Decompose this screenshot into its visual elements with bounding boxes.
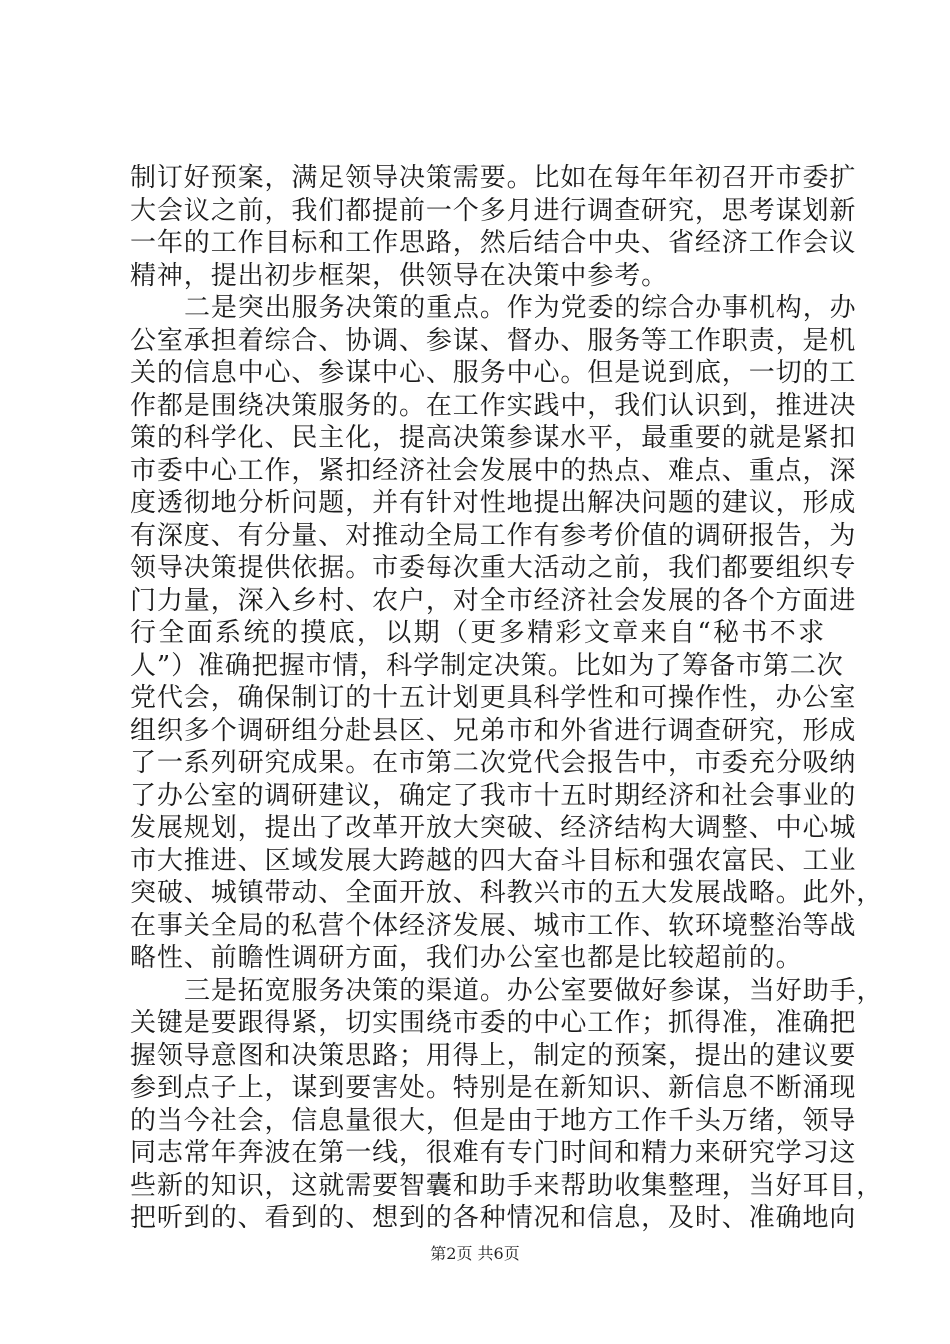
text-line: 行全面系统的摸底，以期（更多精彩文章来自“秘书不求 (130, 618, 825, 648)
text-line: 市大推进、区域发展大跨越的四大奋斗目标和强农富民、工业 (130, 845, 857, 876)
text-line: 关的信息中心、参谋中心、服务中心。但是说到底，一切的工 (130, 358, 857, 388)
text-line: 把听到的、看到的、想到的各种情况和信息，及时、准确地向 (130, 1203, 857, 1233)
text-line: 突破、城镇带动、全面开放、科教兴市的五大发展战略。此外， (130, 878, 884, 908)
text-line: 的当今社会，信息量很大，但是由于地方工作千头万绪，领导 (130, 1105, 857, 1136)
text-line: 同志常年奔波在第一线，很难有专门时间和精力来研究学习这 (130, 1138, 857, 1168)
text-line: 了办公室的调研建议，确定了我市十五时期经济和社会事业的 (130, 780, 857, 811)
text-line: 一年的工作目标和工作思路，然后结合中央、省经济工作会议 (130, 228, 857, 258)
text-line: 策的科学化、民主化，提高决策参谋水平，最重要的就是紧扣 (130, 423, 857, 453)
text-line: 了一系列研究成果。在市第二次党代会报告中，市委充分吸纳 (130, 748, 857, 778)
text-line: 参到点子上，谋到要害处。特别是在新知识、新信息不断涌现 (130, 1073, 857, 1103)
text-line: 领导决策提供依据。市委每次重大活动之前，我们都要组织专 (130, 553, 857, 583)
text-line: 门力量，深入乡村、农户，对全市经济社会发展的各个方面进 (130, 585, 857, 616)
text-line: 作都是围绕决策服务的。在工作实践中，我们认识到，推进决 (130, 390, 857, 421)
text-line: 大会议之前，我们都提前一个多月进行调查研究，思考谋划新 (130, 195, 857, 226)
page-footer: 第2页 共6页 (430, 1244, 520, 1263)
paragraph-first-line: 三是拓宽服务决策的渠道。办公室要做好参谋，当好助手， (184, 975, 884, 1006)
text-line: 些新的知识，这就需要智囊和助手来帮助收集整理，当好耳目， (130, 1170, 884, 1201)
text-line: 公室承担着综合、协调、参谋、督办、服务等工作职责，是机 (130, 325, 857, 356)
text-line: 在事关全局的私营个体经济发展、城市工作、软环境整治等战 (130, 910, 857, 941)
text-line: 略性、前瞻性调研方面，我们办公室也都是比较超前的。 (130, 943, 803, 973)
text-line: 市委中心工作，紧扣经济社会发展中的热点、难点、重点，深 (130, 455, 857, 486)
text-line: 有深度、有分量、对推动全局工作有参考价值的调研报告，为 (130, 520, 857, 551)
text-line: 握领导意图和决策思路；用得上，制定的预案，提出的建议要 (130, 1040, 857, 1071)
body-text (130, 162, 884, 1235)
paragraph-first-line: 二是突出服务决策的重点。作为党委的综合办事机构，办 (184, 293, 857, 323)
text-line: 组织多个调研组分赴县区、兄弟市和外省进行调查研究，形成 (130, 715, 857, 746)
text-line: 制订好预案，满足领导决策需要。比如在每年年初召开市委扩 (130, 163, 857, 193)
text-line: 关键是要跟得紧，切实围绕市委的中心工作；抓得准，准确把 (130, 1008, 857, 1038)
text-line: 人”）准确把握市情，科学制定决策。比如为了筹备市第二次 (130, 650, 844, 681)
text-line: 度透彻地分析问题，并有针对性地提出解决问题的建议，形成 (130, 488, 857, 518)
text-line: 发展规划，提出了改革开放大突破、经济结构大调整、中心城 (130, 813, 857, 843)
text-line: 党代会，确保制订的十五计划更具科学性和可操作性，办公室 (130, 683, 857, 713)
text-line: 精神，提出初步框架，供领导在决策中参考。 (130, 260, 669, 291)
